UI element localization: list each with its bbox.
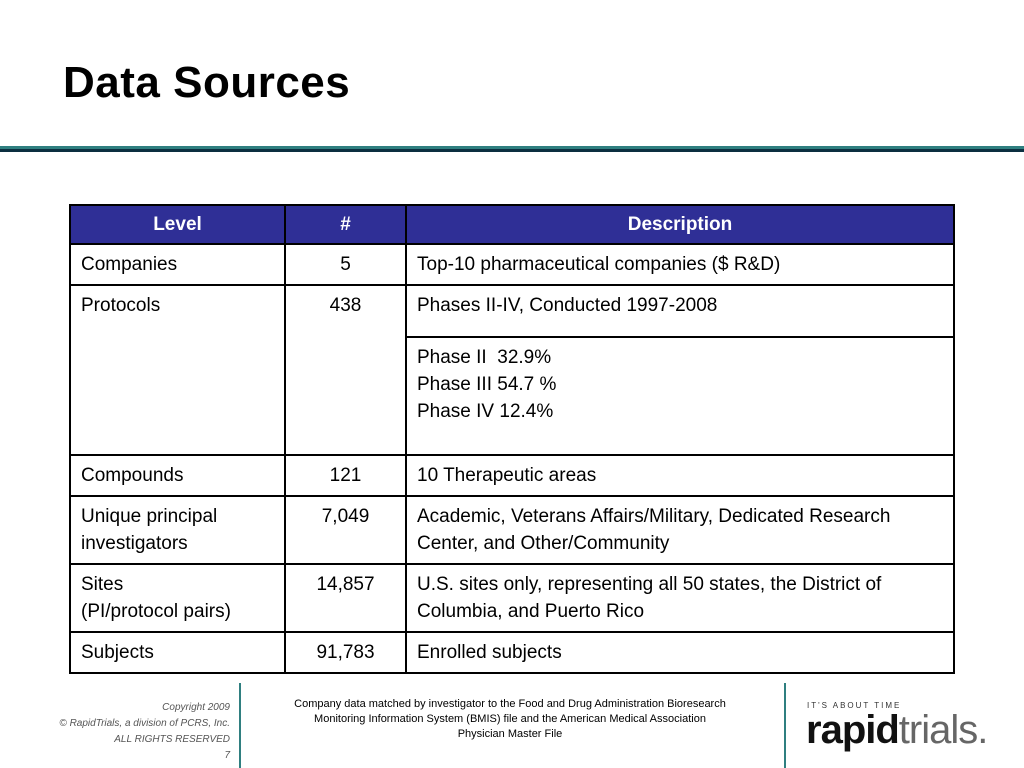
cell-count: 5 xyxy=(285,244,406,285)
cell-count: 14,857 xyxy=(285,564,406,632)
cell-level: Companies xyxy=(70,244,285,285)
header-count: # xyxy=(285,205,406,244)
cell-description: Academic, Veterans Affairs/Military, Dedicated Research Center, and Other/Community xyxy=(406,496,954,564)
copyright-year: Copyright 2009 xyxy=(162,702,230,713)
logo-tagline: IT'S ABOUT TIME xyxy=(807,701,902,710)
cell-count: 121 xyxy=(285,455,406,496)
phase-line: Phase II 32.9% xyxy=(417,347,552,368)
logo-dot: . xyxy=(977,708,988,752)
cell-count: 438 xyxy=(285,285,406,455)
rapidtrials-logo xyxy=(806,708,987,752)
cell-count: 91,783 xyxy=(285,632,406,673)
cell-count: 7,049 xyxy=(285,496,406,564)
table-row xyxy=(70,564,954,632)
page-number: 7 xyxy=(224,750,230,761)
logo-word-trials: trials xyxy=(898,708,978,752)
copyright-company: © RapidTrials, a division of PCRS, Inc. xyxy=(59,718,230,729)
table-row xyxy=(70,244,954,285)
logo-word-rapid: rapid xyxy=(806,708,899,752)
cell-level: Unique principal investigators xyxy=(70,496,285,564)
cell-level: Compounds xyxy=(70,455,285,496)
table-header-row xyxy=(70,205,954,244)
cell-description: Top-10 pharmaceutical companies ($ R&D) xyxy=(406,244,954,285)
data-sources-table xyxy=(69,204,955,674)
table-row xyxy=(70,455,954,496)
footer-note: Company data matched by investigator to the Food and Drug Administration Bioresearch Monitoring Information System (BMIS) file and the American Medical Association Physician Master File xyxy=(294,698,726,740)
phase-line: Phase IV 12.4% xyxy=(417,401,554,422)
cell-phase-breakdown xyxy=(406,337,954,455)
table-row xyxy=(70,632,954,673)
footer-divider-left xyxy=(239,683,241,768)
cell-level: Protocols xyxy=(70,285,285,455)
cell-level: Sites (PI/protocol pairs) xyxy=(70,564,285,632)
title-rule-dark xyxy=(0,149,1024,152)
header-description: Description xyxy=(406,205,954,244)
copyright-block xyxy=(59,700,230,764)
cell-level: Subjects xyxy=(70,632,285,673)
cell-description: U.S. sites only, representing all 50 states, the District of Columbia, and Puerto Rico xyxy=(406,564,954,632)
copyright-rights: ALL RIGHTS RESERVED xyxy=(114,734,230,745)
table-row xyxy=(70,285,954,337)
slide-title: Data Sources xyxy=(63,58,351,107)
cell-description: Phases II-IV, Conducted 1997-2008 xyxy=(406,285,954,337)
cell-description: 10 Therapeutic areas xyxy=(406,455,954,496)
footer-divider-right xyxy=(784,683,786,768)
table-row xyxy=(70,496,954,564)
cell-description: Enrolled subjects xyxy=(406,632,954,673)
header-level: Level xyxy=(70,205,285,244)
phase-line: Phase III 54.7 % xyxy=(417,374,557,395)
